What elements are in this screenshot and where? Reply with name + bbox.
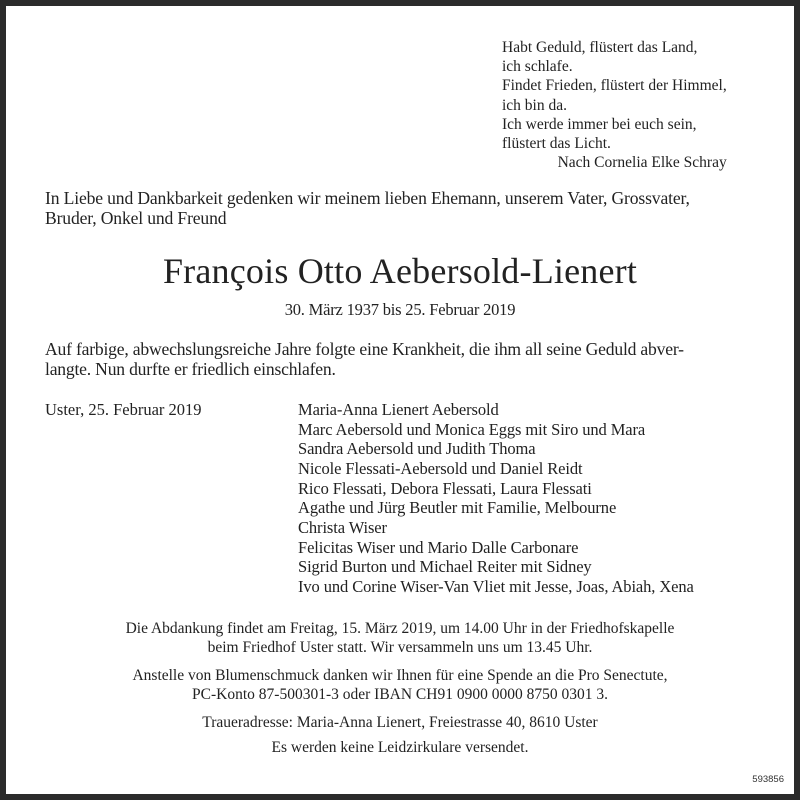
poem-attribution: Nach Cornelia Elke Schray [557,154,727,172]
poem-line: Habt Geduld, flüstert das Land, [502,39,698,56]
mourner-entry: Rico Flessati, Debora Flessati, Laura Flessati [298,478,592,498]
mourner-entry: Marc Aebersold und Monica Eggs mit Siro und Mara [298,419,646,439]
mourner-entry: Maria-Anna Lienert Aebersold [298,400,499,419]
poem-line: Ich werde immer bei euch sein, [502,115,697,133]
poem-block [502,38,727,172]
mourning-address: Traueradresse: Maria-Anna Lienert, Freiestrasse 40, 8610 Uster [202,714,598,731]
donation-notice-line: Anstelle von Blumenschmuck danken wir Ihnen für eine Spende an die Pro Senectute, [132,667,668,684]
tribute-line: Auf farbige, abwechslungsreiche Jahre folgte eine Krankheit, die ihm all seine Geduld abver- [45,339,684,359]
deceased-name: François Otto Aebersold-Lienert [162,251,638,291]
mourner-entry: Sigrid Burton und Michael Reiter mit Sidney [298,557,592,577]
intro-line: Bruder, Onkel und Freund [45,207,227,228]
poem-line: ich bin da. [502,96,567,114]
intro-line: In Liebe und Dankbarkeit gedenken wir meinem lieben Ehemann, unserem Vater, Grossvater, [45,188,690,208]
life-dates: 30. März 1937 bis 25. Februar 2019 [284,300,516,319]
mourners-list [298,400,694,597]
poem-line: ich schlafe. [502,58,573,76]
tribute-paragraph [45,340,775,379]
place-date: Uster, 25. Februar 2019 [45,400,202,419]
funeral-notice-line: beim Friedhof Uster statt. Wir versammeln uns um 13.45 Uhr. [207,639,593,657]
funeral-notice-line: Die Abdankung findet am Freitag, 15. März 2019, um 14.00 Uhr in der Friedhofskapelle [125,620,675,637]
mourner-entry: Ivo und Corine Wiser-Van Vliet mit Jesse, Joas, Abiah, Xena [298,576,694,596]
donation-notice-line: PC-Konto 87-500301-3 oder IBAN CH91 0900 0000 8750 0301 3. [192,686,608,704]
mourner-entry: Nicole Flessati-Aebersold und Daniel Reidt [298,458,583,478]
mourner-entry: Sandra Aebersold und Judith Thoma [298,439,536,459]
intro-paragraph [45,189,775,228]
reference-number: 593856 [752,774,784,785]
poem-line: Findet Frieden, flüstert der Himmel, [502,77,727,95]
mourner-entry: Felicitas Wiser und Mario Dalle Carbonare [298,537,579,557]
donation-notice [6,666,794,704]
obituary-page [6,6,794,794]
funeral-notice [6,619,794,657]
tribute-line: langte. Nun durfte er friedlich einschlafen. [45,358,336,379]
mourner-entry: Christa Wiser [298,517,387,537]
mourner-entry: Agathe und Jürg Beutler mit Familie, Melbourne [298,498,617,518]
poem-line: flüstert das Licht. [502,135,611,153]
no-circulars-notice: Es werden keine Leidzirkulare versendet. [271,739,529,756]
